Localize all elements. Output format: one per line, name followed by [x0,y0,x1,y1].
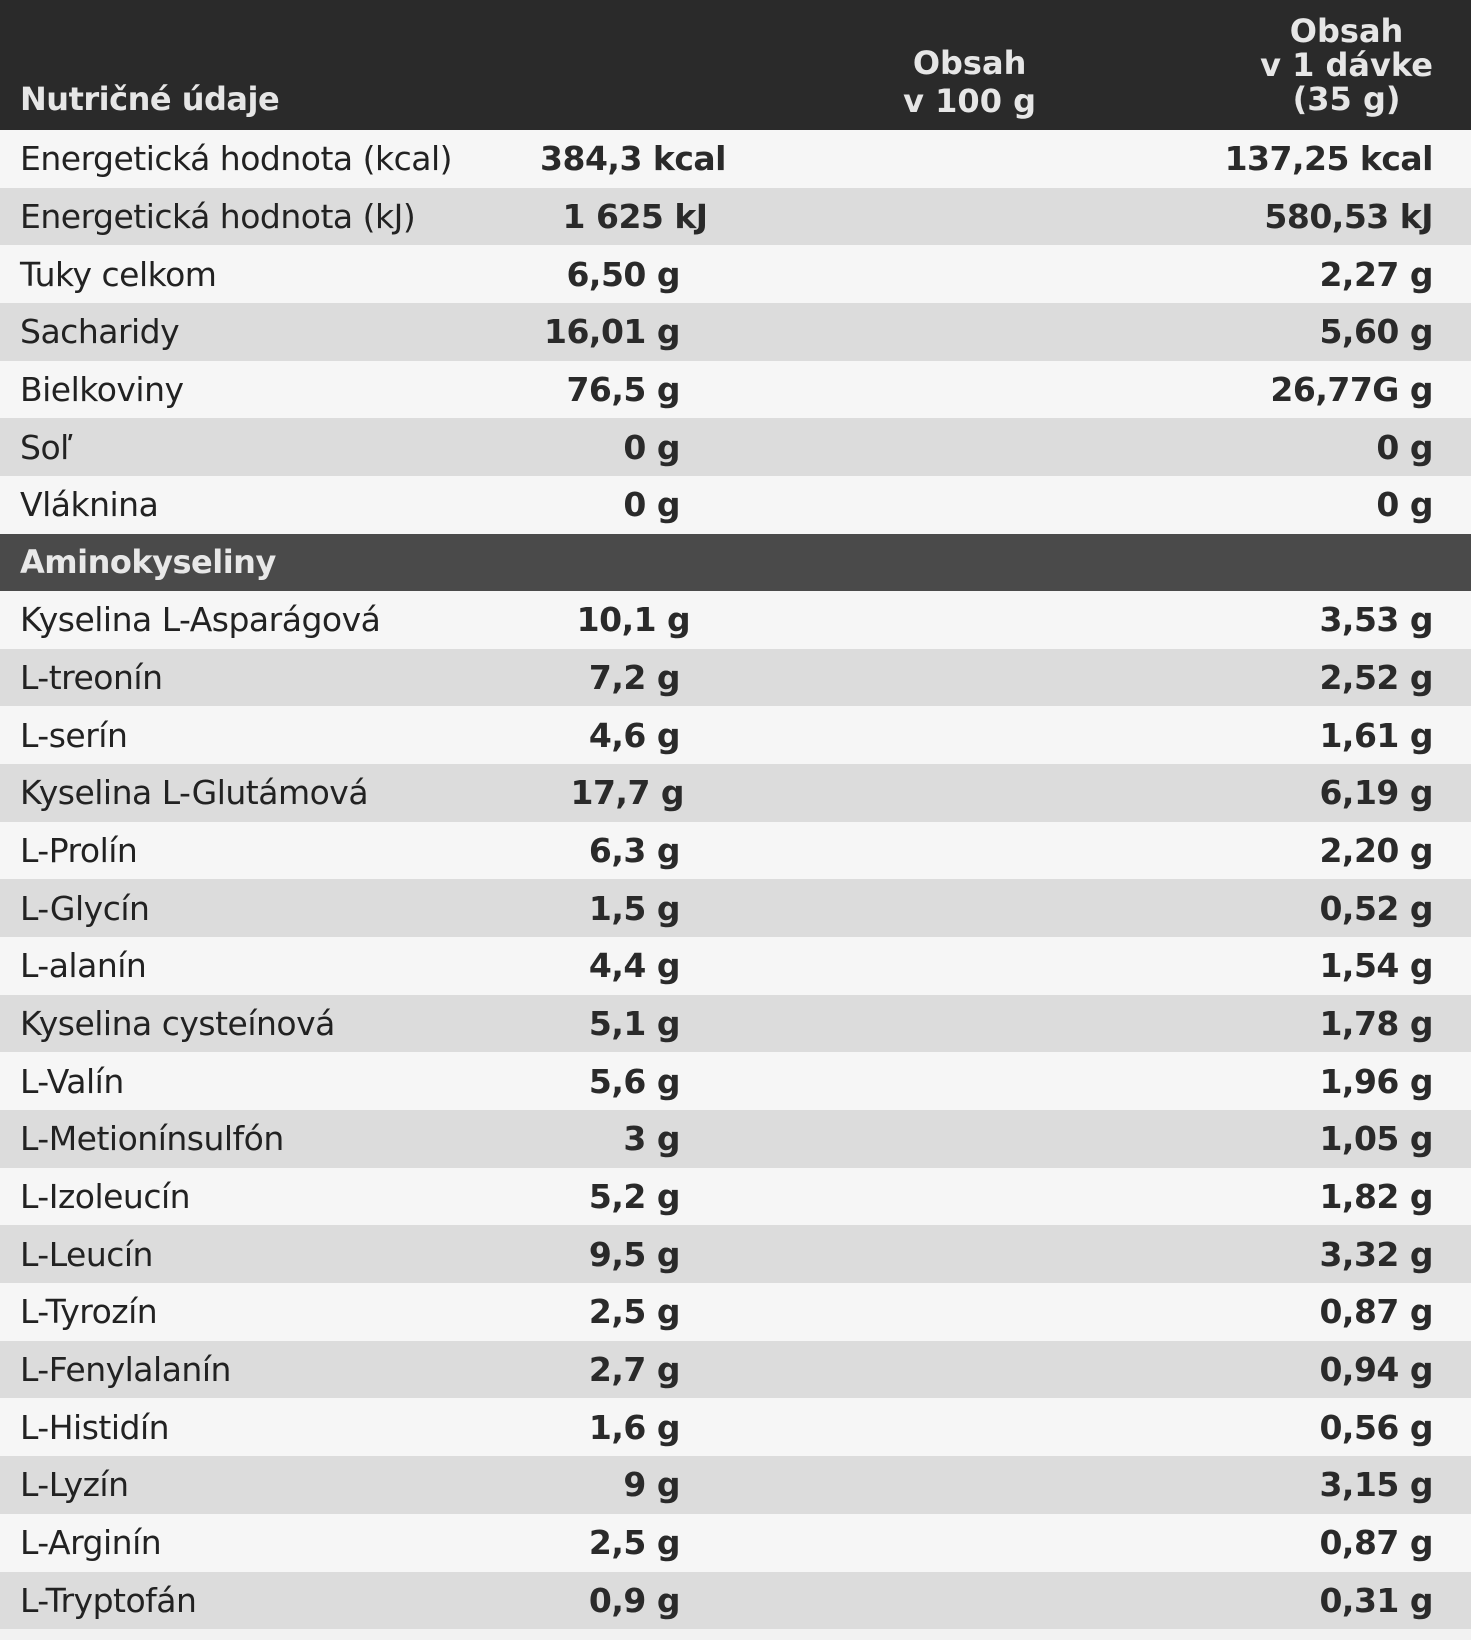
table-row [0,303,1471,361]
row-label: Bielkoviny [20,370,184,410]
value-per-100g: 76,5 g [566,370,680,410]
value-per-dose: 3,32 g [1319,1234,1433,1274]
value-per-100g: 5,6 g [588,1061,680,1101]
value-per-100g: 3 g [623,1119,680,1159]
table-row [0,130,1471,188]
row-label: L-Leucín [20,1234,153,1274]
header-col2-line2: v 1 dávke [1260,46,1433,84]
value-per-100g: 6,50 g [566,254,680,294]
table-row [0,361,1471,419]
value-per-100g: 5,2 g [588,1177,680,1217]
section-amino-acids: Aminokyseliny [0,534,1471,591]
row-label: Kyselina cysteínová [20,1003,335,1043]
row-label: L-Fenylalanín [20,1350,231,1390]
row-label: L-serín [20,715,128,755]
value-per-dose: 2,27 g [1319,254,1433,294]
value-per-dose: 0,87 g [1319,1523,1433,1563]
header-col1-line2: v 100 g [903,82,1036,120]
row-label: Energetická hodnota (kJ) [20,197,416,237]
table-row [0,418,1471,476]
table-row [0,591,1471,649]
value-per-100g: 384,3 kcal [540,139,726,179]
row-label: Tuky celkom [20,254,217,294]
value-per-100g: 9 g [623,1465,680,1505]
value-per-100g: 2,5 g [588,1292,680,1332]
value-per-dose: 0,94 g [1319,1350,1433,1390]
table-row [0,1168,1471,1226]
value-per-100g: 17,7 g [570,773,685,813]
value-per-dose: 137,25 kcal [1224,139,1433,179]
table-header [0,0,1471,130]
value-per-100g: 1,6 g [588,1407,680,1447]
value-per-100g: 0 g [623,427,680,467]
table-row [0,1398,1471,1456]
value-per-100g: 5,1 g [588,1003,680,1043]
table-row [0,1110,1471,1168]
value-per-100g: 4,6 g [588,715,680,755]
value-per-dose: 0 g [1376,427,1433,467]
header-col2-line1: Obsah [1289,12,1404,50]
value-per-100g: 7,2 g [588,657,680,697]
value-per-100g: 6,3 g [588,830,680,870]
value-per-dose: 1,78 g [1319,1003,1433,1043]
nutrient-rows [0,130,1471,534]
value-per-dose: 6,19 g [1319,773,1433,813]
table-row [0,1341,1471,1399]
table-row [0,995,1471,1053]
table-row [0,937,1471,995]
value-per-dose: 0,31 g [1319,1580,1433,1620]
row-label: Kyselina L-Asparágová [20,600,381,640]
header-col2-line3: (35 g) [1292,80,1401,118]
value-per-100g: 16,01 g [544,312,680,352]
value-per-dose: 1,96 g [1319,1061,1433,1101]
table-row [0,1514,1471,1572]
table-row [0,1572,1471,1630]
value-per-dose: 0,87 g [1319,1292,1433,1332]
value-per-100g: 1 625 kJ [562,197,708,237]
value-per-dose: 2,20 g [1319,830,1433,870]
value-per-dose: 580,53 kJ [1264,197,1433,237]
table-row [0,1225,1471,1283]
value-per-dose: 1,82 g [1319,1177,1433,1217]
row-label: L-Lyzín [20,1465,129,1505]
value-per-dose: 1,61 g [1319,715,1433,755]
row-label: Soľ [20,427,73,467]
row-label: L-Tryptofán [20,1580,197,1620]
row-label: L-Valín [20,1061,124,1101]
row-label: L-Tyrozín [20,1292,158,1332]
header-col1-line1: Obsah [912,44,1027,82]
row-label: L-Metionínsulfón [20,1119,284,1159]
amino-rows [0,591,1471,1629]
row-label: Sacharidy [20,312,180,352]
row-label: L-treonín [20,657,163,697]
table-row [0,822,1471,880]
table-row [0,245,1471,303]
header-name-label: Nutričné údaje [20,80,280,118]
value-per-100g: 9,5 g [588,1234,680,1274]
table-row [0,1456,1471,1514]
row-label: L-Izoleucín [20,1177,191,1217]
value-per-100g: 1,5 g [588,888,680,928]
table-row [0,764,1471,822]
header-per-100g [903,44,1036,120]
value-per-dose: 2,52 g [1319,657,1433,697]
header-per-dose [1260,14,1433,116]
table-row [0,1283,1471,1341]
value-per-dose: 3,15 g [1319,1465,1433,1505]
value-per-100g: 4,4 g [588,946,680,986]
table-row [0,706,1471,764]
value-per-dose: 1,54 g [1319,946,1433,986]
table-row [0,476,1471,534]
value-per-100g: 2,7 g [588,1350,680,1390]
table-row [0,649,1471,707]
row-label: Vláknina [20,485,159,525]
row-label: L-Glycín [20,888,150,928]
row-label: L-Histidín [20,1407,170,1447]
value-per-100g: 10,1 g [576,600,691,640]
value-per-100g: 2,5 g [588,1523,680,1563]
row-label: Energetická hodnota (kcal) [20,139,453,179]
value-per-dose: 5,60 g [1319,312,1433,352]
value-per-dose: 0,56 g [1319,1407,1433,1447]
row-label: L-Arginín [20,1523,162,1563]
table-row [0,879,1471,937]
value-per-dose: 26,77G g [1270,370,1433,410]
row-label: L-Prolín [20,830,138,870]
value-per-dose: 3,53 g [1319,600,1433,640]
table-row [0,188,1471,246]
value-per-100g: 0 g [623,485,680,525]
row-label: L-alanín [20,946,147,986]
table-row [0,1052,1471,1110]
row-label: Kyselina L-Glutámová [20,773,369,813]
value-per-100g: 0,9 g [588,1580,680,1620]
value-per-dose: 1,05 g [1319,1119,1433,1159]
value-per-dose: 0 g [1376,485,1433,525]
value-per-dose: 0,52 g [1319,888,1433,928]
